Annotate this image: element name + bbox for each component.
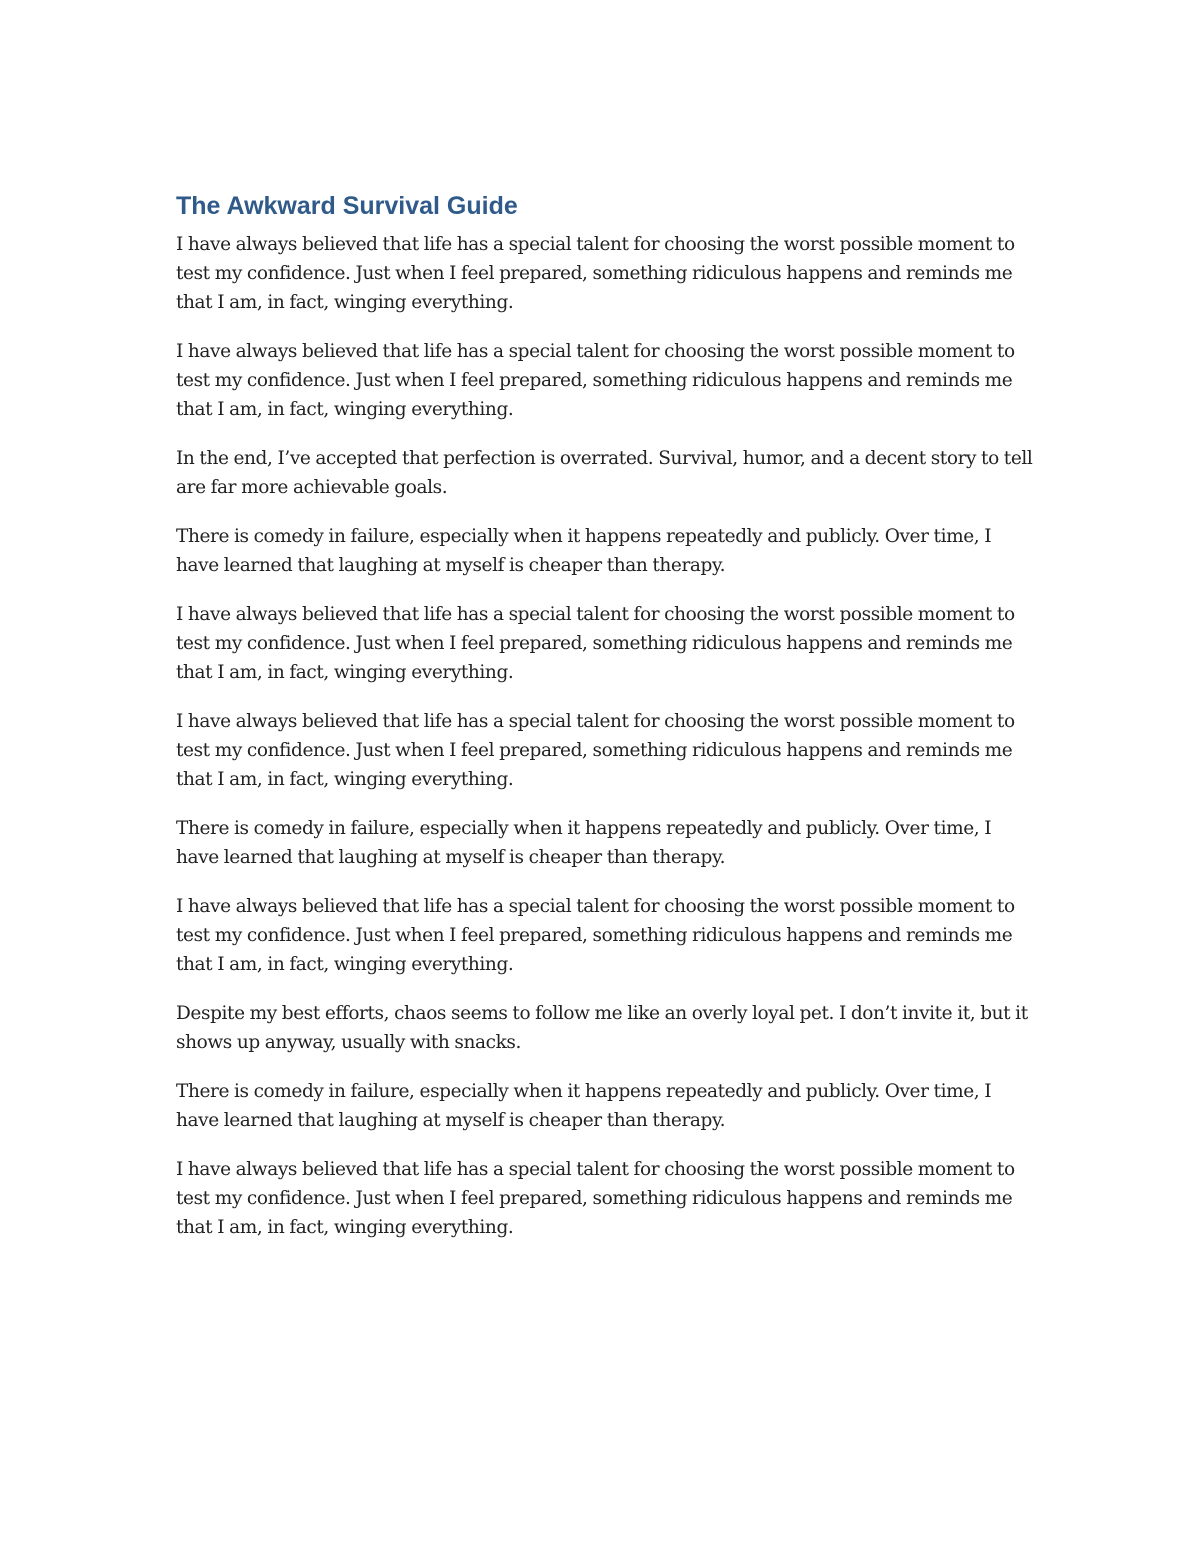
paragraph: There is comedy in failure, especially when it happens repeatedly and publicly. Over time, I have learned that laughing at myself is cheaper than therapy. (176, 818, 992, 868)
paragraph: I have always believed that life has a special talent for choosing the worst possible moment to test my confidence. Just when I feel prepared, something ridiculous happens and reminds me that I am, in fact, winging everything. (176, 711, 1015, 790)
paragraph: I have always believed that life has a special talent for choosing the worst possible moment to test my confidence. Just when I feel prepared, something ridiculous happens and reminds me that I am, in fact, winging everything. (176, 604, 1015, 683)
paragraph: There is comedy in failure, especially when it happens repeatedly and publicly. Over time, I have learned that laughing at myself is cheaper than therapy. (176, 1081, 992, 1131)
paragraph: In the end, I’ve accepted that perfection is overrated. Survival, humor, and a decent story to tell are far more achievable goals. (176, 448, 1033, 498)
paragraph: I have always believed that life has a special talent for choosing the worst possible moment to test my confidence. Just when I feel prepared, something ridiculous happens and reminds me that I am, in fact, winging everything. (176, 341, 1015, 420)
paragraph: Despite my best efforts, chaos seems to follow me like an overly loyal pet. I don’t invite it, but it shows up anyway, usually with snacks. (176, 1003, 1028, 1053)
document-title: The Awkward Survival Guide (176, 192, 518, 220)
paragraph: I have always believed that life has a special talent for choosing the worst possible moment to test my confidence. Just when I feel prepared, something ridiculous happens and reminds me that I am, in fact, winging everything. (176, 896, 1015, 975)
paragraph: I have always believed that life has a special talent for choosing the worst possible moment to test my confidence. Just when I feel prepared, something ridiculous happens and reminds me that I am, in fact, winging everything. (176, 234, 1015, 313)
paragraph: There is comedy in failure, especially when it happens repeatedly and publicly. Over time, I have learned that laughing at myself is cheaper than therapy. (176, 526, 992, 576)
paragraph: I have always believed that life has a special talent for choosing the worst possible moment to test my confidence. Just when I feel prepared, something ridiculous happens and reminds me that I am, in fact, winging everything. (176, 1159, 1015, 1238)
document-body (176, 190, 1036, 1262)
